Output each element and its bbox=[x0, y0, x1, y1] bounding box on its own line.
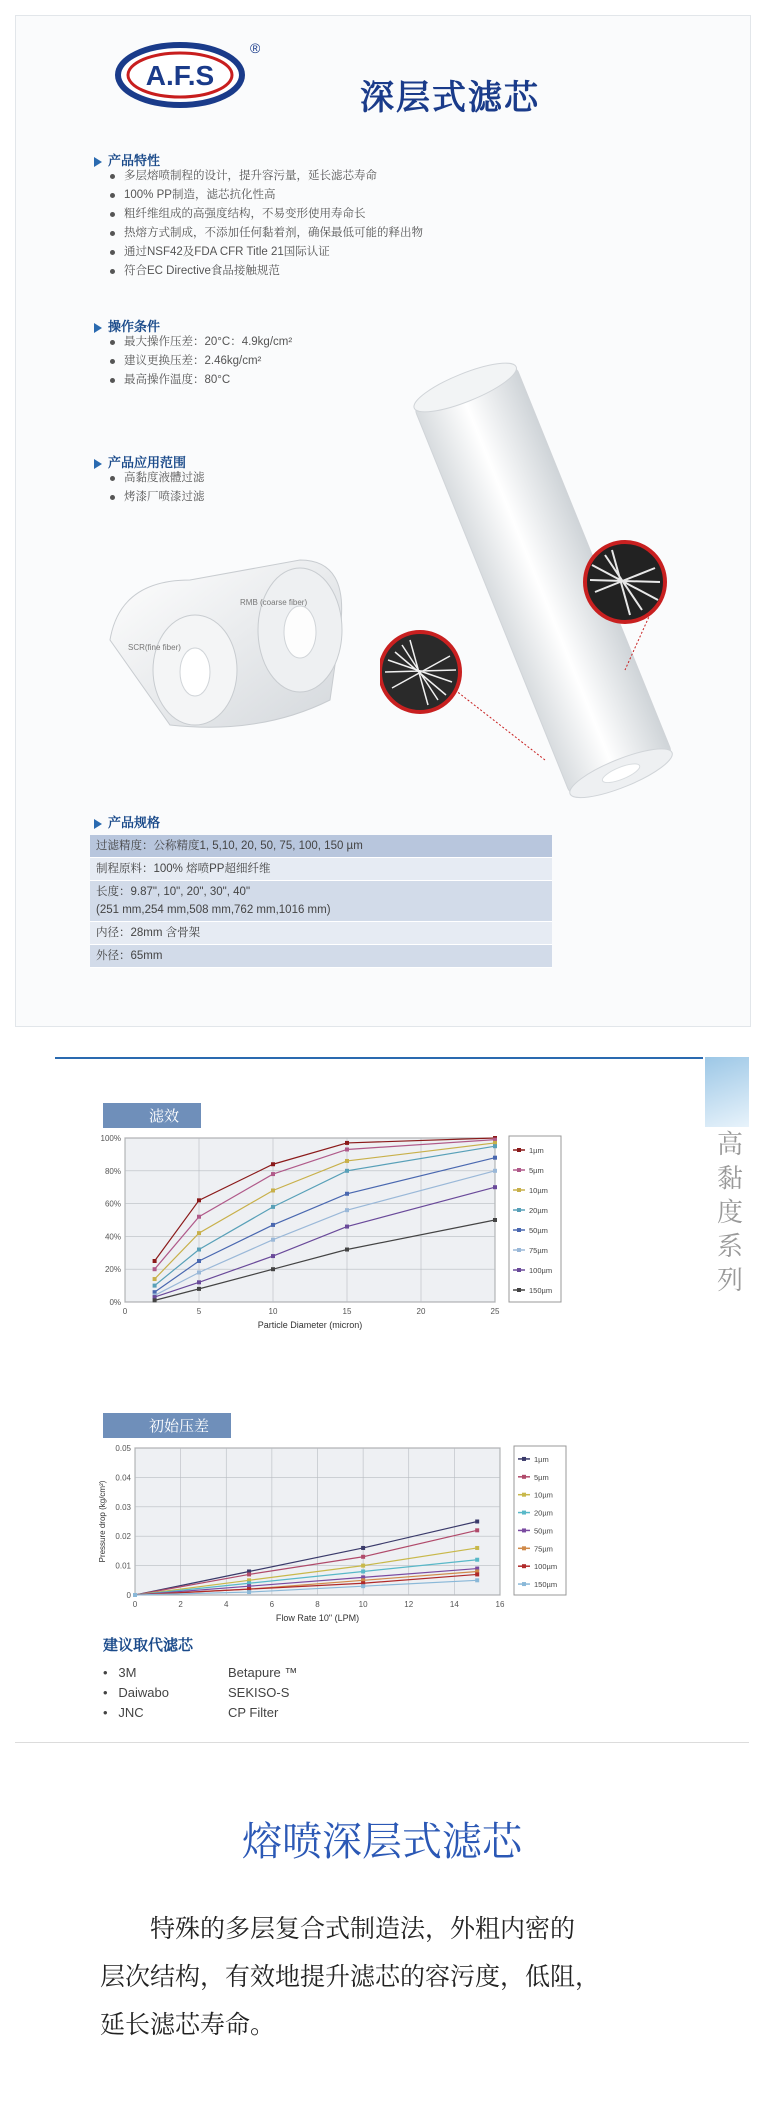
x-tick-label: 15 bbox=[342, 1307, 352, 1316]
y-tick-label: 0.04 bbox=[115, 1473, 131, 1483]
y-tick-label: 20% bbox=[104, 1265, 121, 1275]
x-tick-label: 4 bbox=[224, 1600, 229, 1609]
data-point bbox=[271, 1162, 275, 1166]
x-tick-label: 16 bbox=[495, 1600, 505, 1609]
data-point bbox=[133, 1593, 137, 1597]
data-point bbox=[493, 1156, 497, 1160]
data-point bbox=[271, 1188, 275, 1192]
legend-marker bbox=[522, 1493, 526, 1497]
data-point bbox=[153, 1277, 157, 1281]
x-tick-label: 0 bbox=[122, 1307, 128, 1316]
data-point bbox=[197, 1215, 201, 1219]
legend-marker bbox=[517, 1168, 521, 1172]
side-char: 黏 bbox=[716, 1164, 743, 1194]
spec-row: 过滤精度：公称精度1, 5,10, 20, 50, 75, 100, 150 µm bbox=[90, 835, 552, 858]
cartridge-cross-section-illustration bbox=[100, 520, 350, 740]
x-tick-label: 10 bbox=[268, 1307, 278, 1316]
x-tick-label: 14 bbox=[449, 1600, 459, 1609]
efficiency-chart-title: 滤效 bbox=[103, 1103, 201, 1128]
legend-label: 100µm bbox=[534, 1562, 558, 1572]
triangle-bullet-icon bbox=[94, 459, 102, 469]
y-tick-label: 0.02 bbox=[115, 1532, 131, 1542]
data-point bbox=[197, 1280, 201, 1284]
x-tick-label: 8 bbox=[315, 1600, 320, 1609]
data-point bbox=[361, 1555, 365, 1559]
plot-area bbox=[125, 1138, 495, 1302]
list-item: 符合EC Directive食品接触规范 bbox=[110, 262, 423, 281]
water-corner-decoration bbox=[705, 1057, 749, 1127]
triangle-bullet-icon bbox=[94, 157, 102, 167]
data-point bbox=[475, 1558, 479, 1562]
list-item: 通过NSF42及FDA CFR Title 21国际认证 bbox=[110, 243, 423, 262]
cartridge-long-illustration bbox=[380, 360, 710, 810]
legend-label: 100µm bbox=[529, 1266, 553, 1275]
legend-label: 5µm bbox=[529, 1166, 544, 1175]
data-point bbox=[493, 1185, 497, 1189]
product-name: 熔喷深层式滤芯 bbox=[242, 1819, 522, 1865]
data-point bbox=[153, 1284, 157, 1288]
data-point bbox=[475, 1572, 479, 1576]
legend-label: 50µm bbox=[534, 1526, 553, 1536]
data-point bbox=[475, 1546, 479, 1550]
legend-label: 150µm bbox=[529, 1286, 553, 1295]
data-point bbox=[361, 1584, 365, 1588]
legend-marker bbox=[517, 1188, 521, 1192]
spec-row: 外径：65mm bbox=[90, 945, 552, 968]
data-point bbox=[153, 1267, 157, 1271]
pressure-drop-chart bbox=[95, 1440, 625, 1625]
page-title: 深层式滤芯 bbox=[360, 78, 540, 118]
alt-product: SEKISO-S bbox=[228, 1685, 290, 1700]
legend-label: 50µm bbox=[529, 1226, 548, 1235]
data-point bbox=[247, 1572, 251, 1576]
legend-label: 10µm bbox=[534, 1490, 553, 1500]
pressure-chart-title: 初始压差 bbox=[103, 1413, 231, 1438]
spec-row: 内径：28mm 含骨架 bbox=[90, 922, 552, 945]
x-tick-label: 6 bbox=[269, 1600, 275, 1609]
legend-marker bbox=[517, 1148, 521, 1152]
y-tick-label: 60% bbox=[104, 1199, 121, 1209]
legend-box bbox=[509, 1136, 561, 1302]
data-point bbox=[153, 1259, 157, 1263]
logo-text: A.F.S bbox=[145, 60, 215, 91]
side-char: 高 bbox=[716, 1130, 743, 1160]
y-axis-label: Pressure drop (kg/cm²) bbox=[98, 1480, 107, 1563]
list-item: 多层熔喷制程的设计，提升容污量，延长滤芯寿命 bbox=[110, 167, 423, 186]
legend-label: 1µm bbox=[534, 1454, 549, 1464]
side-char: 系 bbox=[716, 1232, 743, 1262]
x-tick-label: 12 bbox=[404, 1600, 414, 1609]
legend-label: 10µm bbox=[529, 1186, 548, 1195]
data-point bbox=[475, 1520, 479, 1524]
alt-brand: • 3M bbox=[103, 1665, 137, 1680]
y-tick-label: 0.03 bbox=[115, 1502, 131, 1512]
data-point bbox=[271, 1254, 275, 1258]
list-item: 热熔方式制成，不添加任何黏着剂，确保最低可能的释出物 bbox=[110, 224, 423, 243]
alternatives-heading: 建议取代滤芯 bbox=[103, 1637, 194, 1654]
y-tick-label: 0 bbox=[126, 1591, 131, 1600]
x-tick-label: 0 bbox=[132, 1600, 138, 1609]
legend-label: 1µm bbox=[529, 1146, 544, 1155]
legend-label: 75µm bbox=[529, 1246, 548, 1255]
legend-marker bbox=[517, 1248, 521, 1252]
features-heading-text: 产品特性 bbox=[108, 153, 161, 168]
spec-row: 制程原料：100% 熔喷PP超细纤维 bbox=[90, 858, 552, 881]
side-char: 度 bbox=[716, 1198, 743, 1228]
afs-logo bbox=[110, 35, 260, 110]
data-point bbox=[493, 1169, 497, 1173]
data-point bbox=[475, 1528, 479, 1532]
data-point bbox=[197, 1198, 201, 1202]
alt-product: Betapure ™ bbox=[228, 1665, 298, 1680]
list-item: 最高操作温度：80°C bbox=[110, 371, 292, 390]
y-tick-label: 100% bbox=[100, 1134, 121, 1143]
data-point bbox=[153, 1298, 157, 1302]
triangle-bullet-icon bbox=[94, 819, 102, 829]
data-point bbox=[197, 1287, 201, 1291]
data-point bbox=[271, 1223, 275, 1227]
legend-marker bbox=[522, 1564, 526, 1568]
legend-marker bbox=[522, 1546, 526, 1550]
header-rule bbox=[55, 1057, 703, 1059]
conditions-heading-text: 操作条件 bbox=[108, 319, 161, 334]
description-line: 特殊的多层复合式制造法，外粗内密的 bbox=[150, 1914, 576, 1943]
data-point bbox=[345, 1225, 349, 1229]
list-item: 高黏度液體过滤 bbox=[110, 469, 205, 488]
list-item: 100% PP制造，滤芯抗化性高 bbox=[110, 186, 423, 205]
alt-brand-name: 3M bbox=[118, 1665, 137, 1680]
legend-label: 75µm bbox=[534, 1544, 553, 1554]
legend-marker bbox=[522, 1528, 526, 1532]
efficiency-chart bbox=[95, 1130, 625, 1330]
data-point bbox=[345, 1159, 349, 1163]
legend-marker bbox=[522, 1475, 526, 1479]
data-point bbox=[361, 1564, 365, 1568]
data-point bbox=[345, 1141, 349, 1145]
y-tick-label: 0% bbox=[109, 1298, 121, 1307]
y-tick-label: 0.01 bbox=[115, 1561, 131, 1571]
list-item: 最大操作压差：20°C：4.9kg/cm² bbox=[110, 333, 292, 352]
legend-label: 20µm bbox=[529, 1206, 548, 1215]
legend-marker bbox=[517, 1268, 521, 1272]
legend-label: 150µm bbox=[534, 1580, 558, 1590]
list-item: 粗纤维组成的高强度结构，不易变形使用寿命长 bbox=[110, 205, 423, 224]
x-tick-label: 25 bbox=[490, 1307, 500, 1316]
section-divider bbox=[15, 1742, 749, 1743]
data-point bbox=[475, 1578, 479, 1582]
data-point bbox=[197, 1259, 201, 1263]
list-item: 烤漆厂喷漆过滤 bbox=[110, 488, 205, 507]
data-point bbox=[345, 1192, 349, 1196]
data-point bbox=[345, 1248, 349, 1252]
data-point bbox=[271, 1238, 275, 1242]
data-point bbox=[271, 1205, 275, 1209]
x-tick-label: 20 bbox=[416, 1307, 426, 1316]
alt-brand: • Daiwabo bbox=[103, 1685, 169, 1700]
legend-box bbox=[514, 1446, 566, 1595]
alt-product: CP Filter bbox=[228, 1705, 279, 1720]
conditions-list bbox=[110, 333, 292, 390]
data-point bbox=[361, 1569, 365, 1573]
data-point bbox=[197, 1248, 201, 1252]
spec-row-line: 长度：9.87", 10", 20", 30", 40" bbox=[96, 886, 251, 898]
data-point bbox=[493, 1218, 497, 1222]
data-point bbox=[197, 1231, 201, 1235]
logo-registered: ® bbox=[250, 40, 260, 56]
specs-heading bbox=[94, 812, 160, 831]
y-tick-label: 0.05 bbox=[115, 1444, 131, 1453]
alt-brand: • JNC bbox=[103, 1705, 144, 1720]
side-series-label bbox=[715, 1128, 745, 1298]
side-char: 列 bbox=[716, 1266, 743, 1296]
y-tick-label: 40% bbox=[104, 1232, 121, 1242]
description-line: 层次结构，有效地提升滤芯的容污度，低阻， bbox=[100, 1962, 601, 1991]
triangle-bullet-icon bbox=[94, 323, 102, 333]
legend-label: 20µm bbox=[534, 1508, 553, 1518]
data-point bbox=[493, 1144, 497, 1148]
legend-marker bbox=[517, 1228, 521, 1232]
data-point bbox=[345, 1208, 349, 1212]
legend-marker bbox=[517, 1208, 521, 1212]
specs-heading-text: 产品规格 bbox=[108, 815, 161, 830]
legend-marker bbox=[522, 1457, 526, 1461]
legend-marker bbox=[522, 1511, 526, 1515]
data-point bbox=[271, 1172, 275, 1176]
description-line: 延长滤芯寿命。 bbox=[100, 2010, 276, 2039]
x-tick-label: 5 bbox=[196, 1307, 202, 1316]
x-axis-label: Flow Rate 10" (LPM) bbox=[275, 1613, 360, 1623]
data-point bbox=[247, 1590, 251, 1594]
data-point bbox=[345, 1147, 349, 1151]
data-point bbox=[271, 1267, 275, 1271]
data-point bbox=[197, 1270, 201, 1274]
applications-heading-text: 产品应用范围 bbox=[108, 455, 187, 470]
photo-label-fine: SCR(fine fiber) bbox=[128, 643, 181, 652]
features-list bbox=[110, 167, 423, 281]
x-tick-label: 10 bbox=[358, 1600, 368, 1609]
legend-label: 5µm bbox=[534, 1472, 549, 1482]
x-tick-label: 2 bbox=[178, 1600, 183, 1609]
spec-row-line: (251 mm,254 mm,508 mm,762 mm,1016 mm) bbox=[96, 904, 331, 916]
x-axis-label: Particle Diameter (micron) bbox=[257, 1320, 363, 1330]
legend-marker bbox=[522, 1582, 526, 1586]
list-item: 建议更换压差：2.46kg/cm² bbox=[110, 352, 292, 371]
applications-list bbox=[110, 469, 205, 507]
photo-label-coarse: RMB (coarse fiber) bbox=[240, 598, 308, 607]
data-point bbox=[345, 1169, 349, 1173]
alt-brand-name: JNC bbox=[118, 1705, 144, 1720]
product-description bbox=[100, 1905, 680, 2049]
spec-row bbox=[90, 881, 552, 922]
spec-table bbox=[90, 835, 552, 968]
y-tick-label: 80% bbox=[104, 1166, 121, 1176]
legend-marker bbox=[517, 1288, 521, 1292]
data-point bbox=[361, 1546, 365, 1550]
alt-brand-name: Daiwabo bbox=[118, 1685, 169, 1700]
